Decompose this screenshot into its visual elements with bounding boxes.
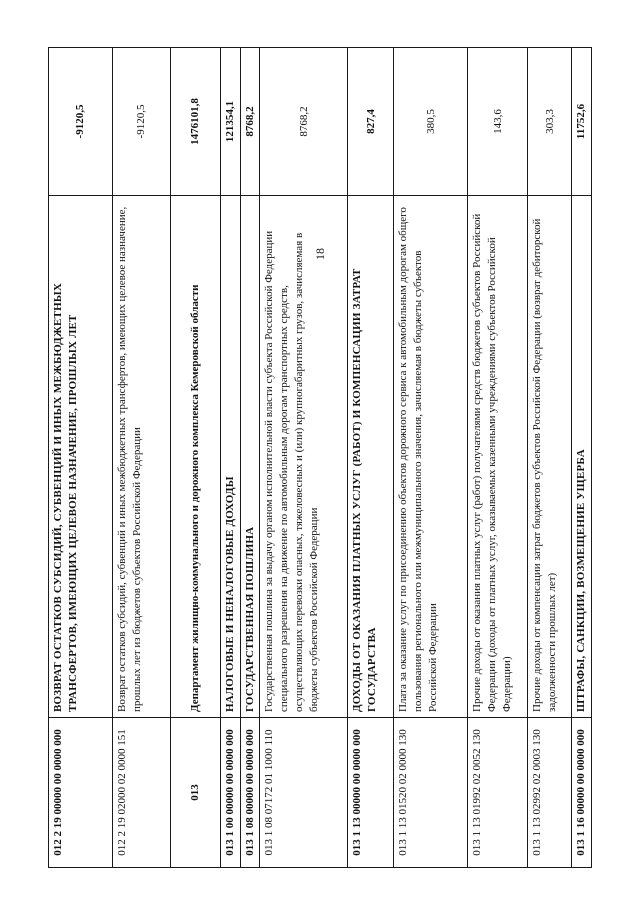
row-amount: -9120,5 xyxy=(113,48,171,196)
row-name: ГОСУДАРСТВЕННАЯ ПОШЛИНА xyxy=(240,196,260,718)
row-name: ВОЗВРАТ ОСТАТКОВ СУБСИДИЙ, СУБВЕНЦИЙ И ИНЫХ МЕЖБЮДЖЕТНЫХ ТРАНСФЕРТОВ, ИМЕЮЩИХ ЦЕЛЕВОЕ НАЗНАЧЕНИЕ, ПРОШЛЫХ ЛЕТ xyxy=(49,196,113,718)
table-row xyxy=(240,48,260,868)
row-amount: 8768,2 xyxy=(240,48,260,196)
table-row xyxy=(348,48,394,868)
row-amount: 827,4 xyxy=(348,48,394,196)
row-code: 013 1 00 00000 00 0000 000 xyxy=(221,718,241,868)
rotated-table-container xyxy=(48,48,588,868)
row-name: Департамент жилищно-коммунального и дорожного комплекса Кемеровской области xyxy=(171,196,221,718)
row-amount: 121354,1 xyxy=(221,48,241,196)
row-code: 012 2 19 00000 00 0000 000 xyxy=(49,718,113,868)
table-row xyxy=(260,48,348,868)
row-code: 013 1 08 07172 01 1000 110 xyxy=(260,718,348,868)
table-row xyxy=(394,48,468,868)
row-code: 013 1 13 01520 02 0000 130 xyxy=(394,718,468,868)
row-name: НАЛОГОВЫЕ И НЕНАЛОГОВЫЕ ДОХОДЫ xyxy=(221,196,241,718)
table-row xyxy=(572,48,592,868)
revenue-table xyxy=(48,47,592,868)
row-code: 013 1 13 02992 02 0003 130 xyxy=(528,718,572,868)
row-code: 013 xyxy=(171,718,221,868)
row-amount: 143,6 xyxy=(468,48,528,196)
row-amount: 8768,2 xyxy=(260,48,348,196)
row-name: Государственная пошлина за выдачу органом исполнительной власти субъекта Российской Федерации специального разрешения на движение по автомобильным дорогам транспортных средств, осуществляющих перевозки опасных, тяжеловесных и (или) крупногабаритных грузов, зачисляемая в бюджеты субъектов Российской Федерации xyxy=(260,196,348,718)
row-name: ШТРАФЫ, САНКЦИИ, ВОЗМЕЩЕНИЕ УЩЕРБА xyxy=(572,196,592,718)
row-name: Прочие доходы от компенсации затрат бюджетов субъектов Российской Федерации (возврат дебиторской задолженности прошлых лет) xyxy=(528,196,572,718)
page-number: 18 xyxy=(313,248,327,260)
row-amount: 303,3 xyxy=(528,48,572,196)
row-amount: -9120,5 xyxy=(49,48,113,196)
row-code: 013 1 16 00000 00 0000 000 xyxy=(572,718,592,868)
row-name: ДОХОДЫ ОТ ОКАЗАНИЯ ПЛАТНЫХ УСЛУГ (РАБОТ) И КОМПЕНСАЦИИ ЗАТРАТ ГОСУДАРСТВА xyxy=(348,196,394,718)
row-code: 012 2 19 02000 02 0000 151 xyxy=(113,718,171,868)
table-row xyxy=(49,48,113,868)
row-code: 013 1 13 01992 02 0052 130 xyxy=(468,718,528,868)
table-row xyxy=(221,48,241,868)
table-row xyxy=(468,48,528,868)
row-name: Плата за оказание услуг по присоединению объектов дорожного сервиса к автомобильным дорогам общего пользования регионального или межмуниципального значения, зачисляемая в бюджеты субъектов Российской Федерации xyxy=(394,196,468,718)
row-amount: 380,5 xyxy=(394,48,468,196)
row-amount: 1476101,8 xyxy=(171,48,221,196)
table-row xyxy=(113,48,171,868)
row-code: 013 1 13 00000 00 0000 000 xyxy=(348,718,394,868)
table-row xyxy=(528,48,572,868)
table-row xyxy=(171,48,221,868)
row-name: Возврат остатков субсидий, субвенций и иных межбюджетных трансфертов, имеющих целевое назначение, прошлых лет из бюджетов субъектов Российской Федерации xyxy=(113,196,171,718)
row-amount: 11752,6 xyxy=(572,48,592,196)
row-code: 013 1 08 00000 00 0000 000 xyxy=(240,718,260,868)
row-name: Прочие доходы от оказания платных услуг (работ) получателями средств бюджетов субъектов Российской Федерации (доходы от платных услуг, оказываемых казенными учреждениями субъектов Российской Федерации) xyxy=(468,196,528,718)
